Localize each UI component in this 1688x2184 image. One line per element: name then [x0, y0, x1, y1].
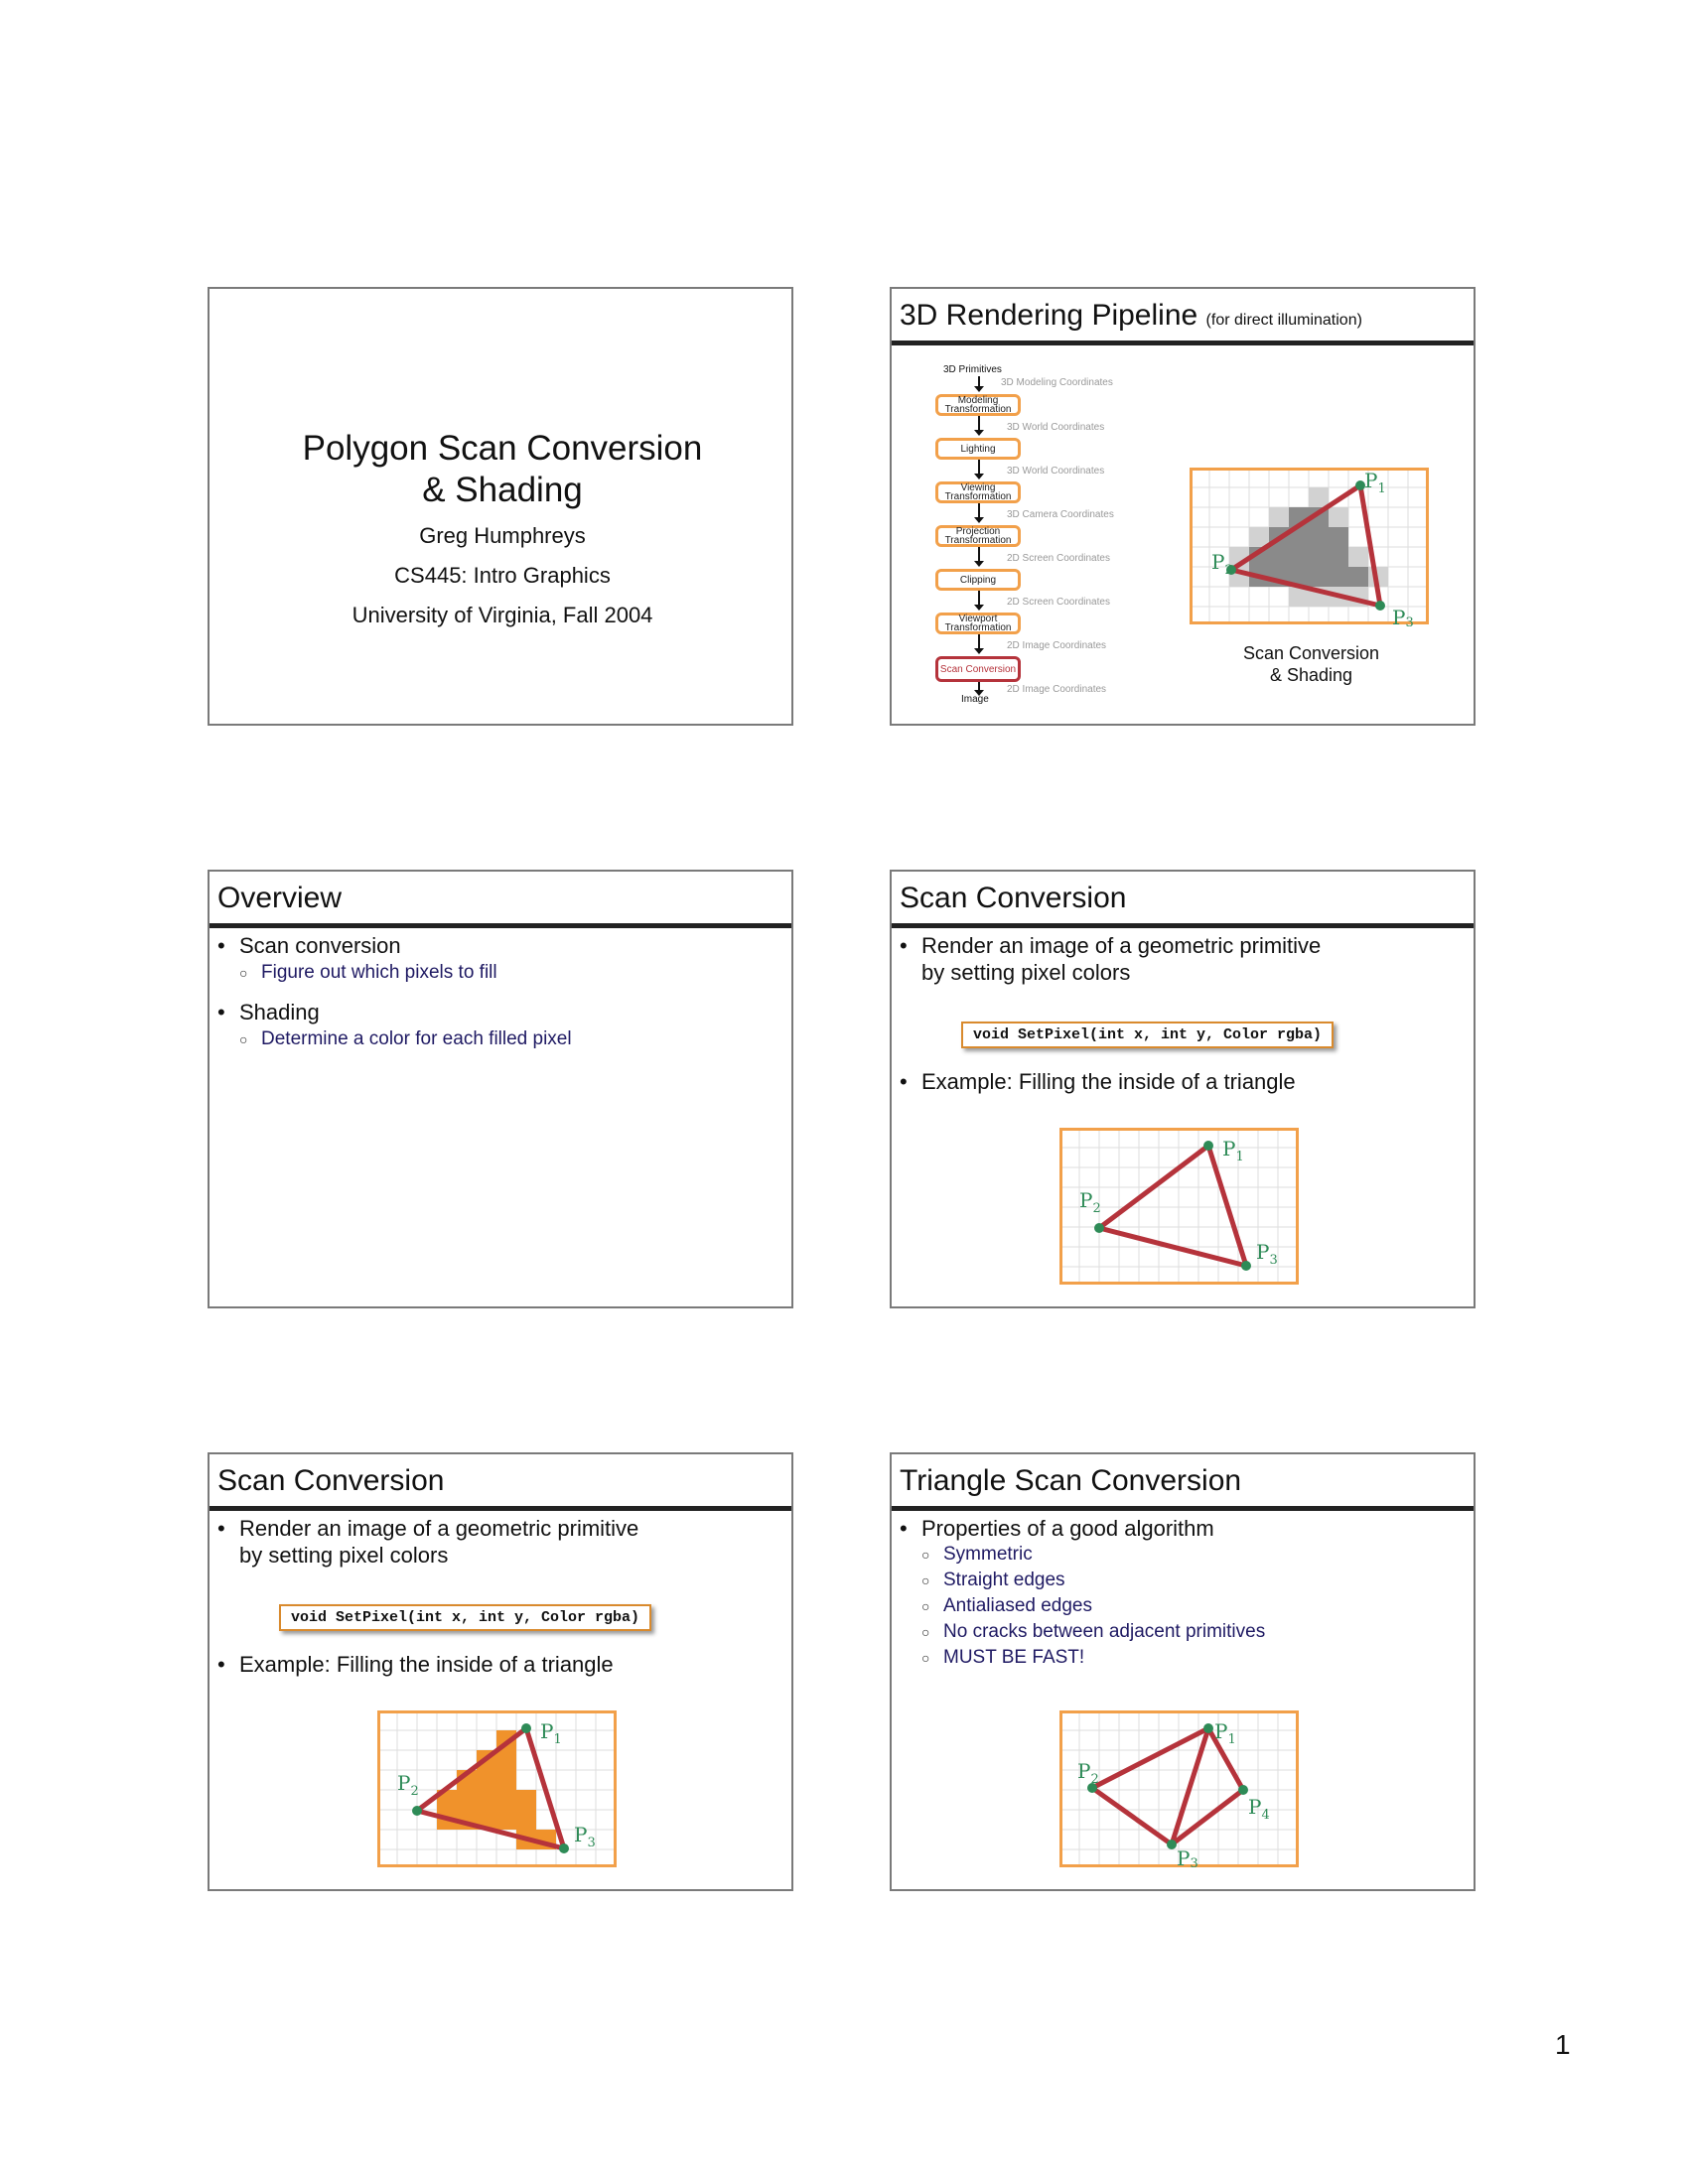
stage-viewing: Viewing Transformation: [935, 481, 1021, 503]
stage-clipping: Clipping: [935, 569, 1021, 591]
title-block: [210, 428, 793, 628]
bullet-1: • Render an image of a geometric primitive by setting pixel colors: [217, 1516, 639, 1568]
label-p3: P3: [1392, 606, 1414, 628]
school: University of Virginia, Fall 2004: [352, 603, 653, 627]
slide-triangle-scan-conversion: [890, 1452, 1476, 1891]
label-p2: $P_2$: [1079, 1188, 1101, 1216]
coords-label: 2D Screen Coordinates: [1007, 553, 1110, 564]
slide-title: Scan Conversion: [900, 882, 1127, 914]
sub-bullet-3: ○ Antialiased edges: [921, 1595, 1092, 1616]
vertex-p2: [412, 1806, 422, 1816]
title-note: (for direct illumination): [1205, 312, 1362, 329]
bullet-1: • Render an image of a geometric primitive by setting pixel colors: [900, 933, 1322, 985]
pipeline-arrow: [978, 460, 980, 476]
slide-title: Scan Conversion: [217, 1464, 445, 1497]
title-rule: [210, 923, 793, 928]
figure-caption: [1190, 642, 1433, 686]
triangle-filled-figure: [377, 1710, 621, 1871]
bullet-2: • Example: Filling the inside of a triangle: [217, 1652, 614, 1677]
caption-line-1: Scan Conversion: [1242, 643, 1380, 663]
stage-projection: Projection Transformation: [935, 525, 1021, 547]
sub-bullet-4: ○ No cracks between adjacent primitives: [921, 1621, 1266, 1642]
slide-main-title-2: & Shading: [422, 471, 583, 509]
caption-line-2: & Shading: [1269, 665, 1353, 685]
pipeline-arrow: [978, 682, 980, 692]
coords-label: 3D Camera Coordinates: [1007, 509, 1114, 520]
bullet-2: • Example: Filling the inside of a triangle: [900, 1069, 1296, 1094]
course: CS445: Intro Graphics: [394, 563, 611, 588]
stage-viewport: Viewport Transformation: [935, 613, 1021, 634]
slide-main-title-1: Polygon Scan Conversion: [302, 429, 703, 468]
pipeline-arrow: [978, 547, 980, 563]
title-rule: [892, 1506, 1476, 1511]
slide-title: Overview: [217, 882, 343, 914]
coords-label: 3D Modeling Coordinates: [1001, 377, 1113, 388]
label-p1: $P_1$: [1214, 1719, 1236, 1747]
stage-lighting: Lighting: [935, 438, 1021, 460]
slide-pipeline: [890, 287, 1476, 726]
pipeline-arrow: [978, 376, 980, 388]
pipeline-start: 3D Primitives: [943, 364, 1002, 375]
vertex-p4: [1238, 1785, 1248, 1795]
slide-title: Triangle Scan Conversion: [900, 1464, 1242, 1497]
label-p3: $P_3$: [1256, 1240, 1278, 1268]
vertex-p1: [1203, 1141, 1213, 1151]
sub-bullet-5: ○ MUST BE FAST!: [921, 1647, 1085, 1668]
stage-scan-conversion: Scan Conversion: [935, 656, 1021, 682]
sub-bullet-2: ○ Straight edges: [921, 1570, 1065, 1590]
vertex-p1: [521, 1723, 531, 1733]
code-snippet: void SetPixel(int x, int y, Color rgba): [279, 1604, 651, 1631]
pipeline-arrow: [978, 591, 980, 607]
slide-scan-conversion-2: [208, 1452, 793, 1891]
coords-label: 3D World Coordinates: [1007, 422, 1105, 433]
triangle-outline-figure: [1059, 1128, 1303, 1289]
sub-bullet-2: ○ Determine a color for each filled pixel: [239, 1028, 572, 1049]
vertex-p3: [1375, 601, 1385, 611]
shaded-triangle-figure: [1190, 468, 1433, 628]
pipeline-end: Image: [961, 694, 989, 705]
slide-scan-conversion-1: [890, 870, 1476, 1308]
page-number: 1: [1555, 2029, 1571, 2060]
label-p3: P3: [1177, 1846, 1198, 1871]
pipeline-arrow: [978, 503, 980, 519]
label-p1: $P_1$: [1222, 1137, 1244, 1164]
slide-overview: [208, 870, 793, 1308]
coords-label: 2D Screen Coordinates: [1007, 597, 1110, 608]
label-p2: $P_2$: [1211, 550, 1233, 578]
bullet-2: • Shading: [217, 1000, 320, 1024]
stage-modeling: Modeling Transformation: [935, 394, 1021, 416]
slide-title: [208, 287, 793, 726]
vertex-p1: [1203, 1723, 1213, 1733]
vertex-p3: [1167, 1840, 1177, 1849]
label-p2: $P_2$: [397, 1771, 419, 1799]
vertex-p2: [1094, 1223, 1104, 1233]
two-triangles-figure: [1059, 1710, 1303, 1871]
bullet-1: • Scan conversion: [217, 933, 401, 958]
title-rule: [892, 923, 1476, 928]
title-rule: [210, 1506, 793, 1511]
pipeline-arrow: [978, 416, 980, 432]
label-p3: $P_3$: [574, 1823, 596, 1850]
code-snippet: void SetPixel(int x, int y, Color rgba): [961, 1022, 1334, 1048]
sub-bullet-1: ○ Symmetric: [921, 1544, 1033, 1565]
bullet-1: • Properties of a good algorithm: [900, 1516, 1214, 1541]
pipeline-arrow: [978, 634, 980, 650]
label-p4: $P_4$: [1248, 1795, 1270, 1823]
title-text: 3D Rendering Pipeline: [900, 299, 1198, 332]
coords-label: 2D Image Coordinates: [1007, 640, 1107, 651]
sub-bullet-1: ○ Figure out which pixels to fill: [239, 962, 497, 983]
coords-label: 3D World Coordinates: [1007, 466, 1105, 477]
author: Greg Humphreys: [419, 523, 586, 548]
vertex-p3: [1241, 1261, 1251, 1271]
label-p1: $P_1$: [1364, 469, 1386, 496]
vertex-p3: [559, 1843, 569, 1853]
coords-label: 2D Image Coordinates: [1007, 684, 1107, 695]
label-p2: $P_2$: [1077, 1759, 1099, 1787]
label-p1: $P_1$: [540, 1719, 562, 1747]
